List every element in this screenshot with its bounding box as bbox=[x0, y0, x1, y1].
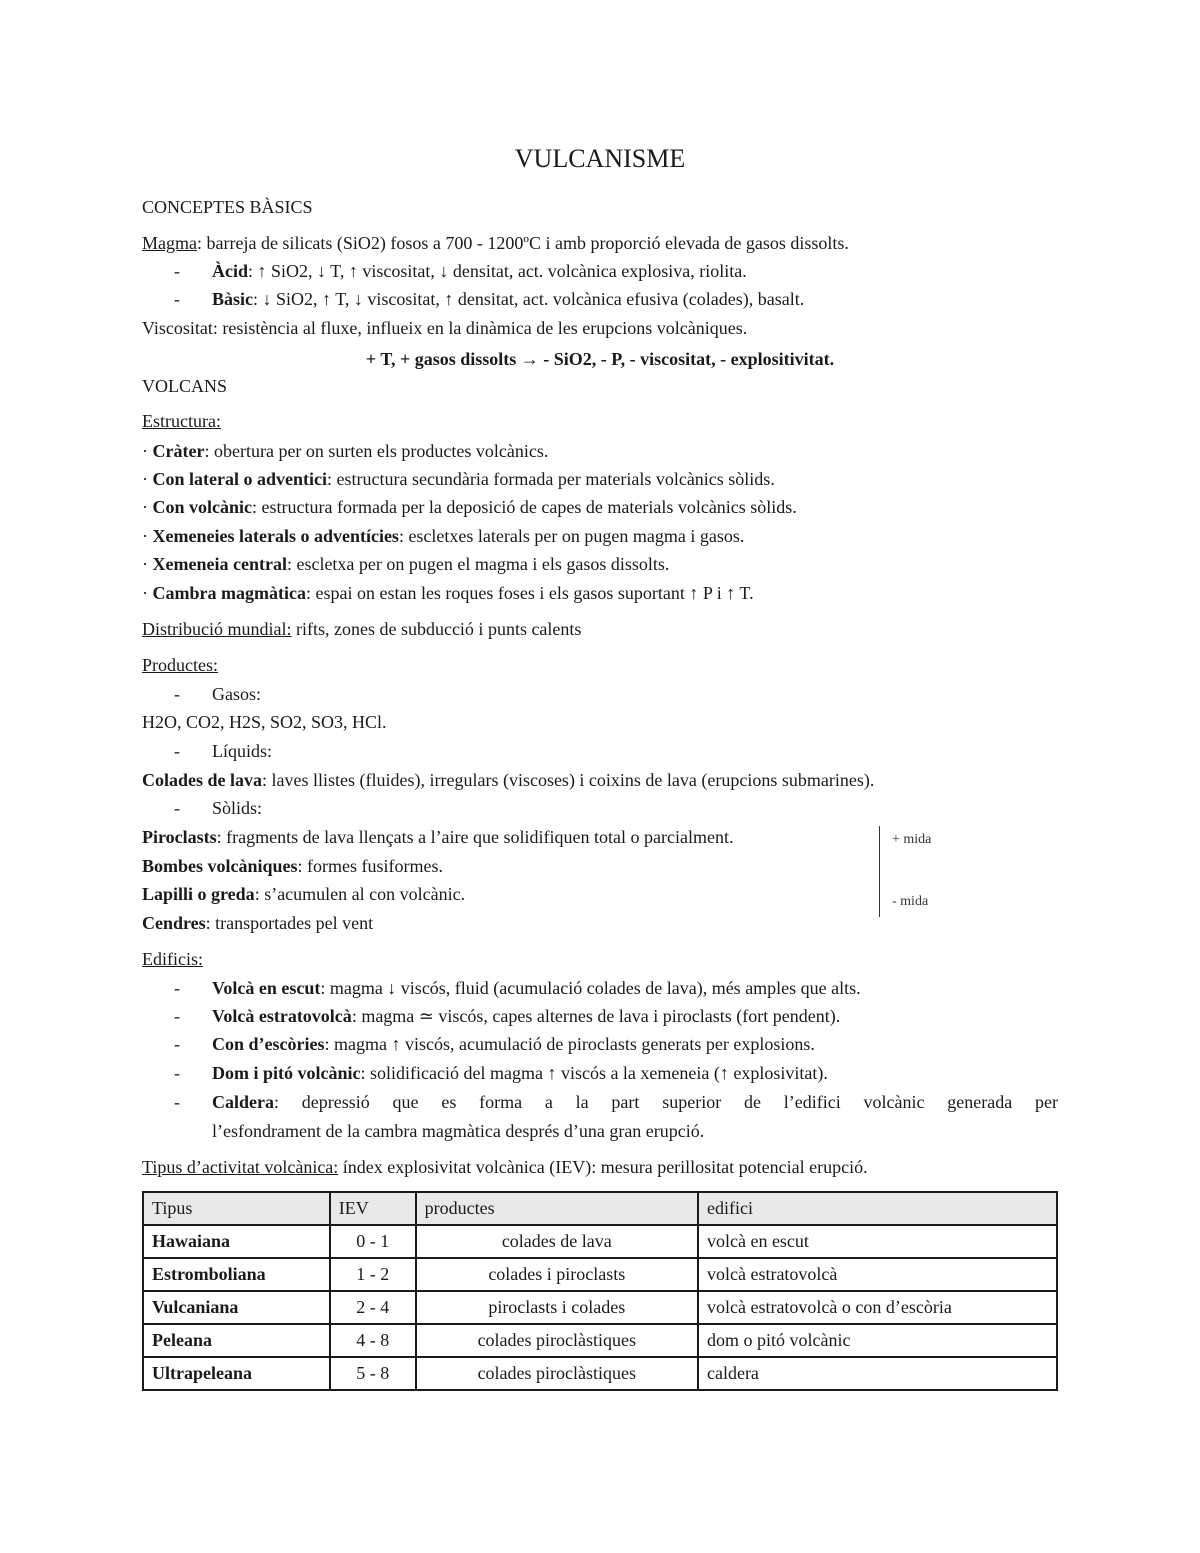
dash-marker: - bbox=[174, 1063, 180, 1083]
section-heading-conceptes: CONCEPTES BÀSICS bbox=[142, 197, 313, 217]
table-cell: volcà estratovolcà o con d’escòria bbox=[698, 1291, 1057, 1324]
solids-item: Cendres: transportades pel vent bbox=[142, 913, 374, 933]
acid-term: Àcid bbox=[212, 261, 248, 281]
table-cell: dom o pitó volcànic bbox=[698, 1324, 1057, 1357]
edifici-item: Dom i pitó volcànic: solidificació del magma ↑ viscós a la xemeneia (↑ explosivitat). bbox=[212, 1063, 828, 1083]
magma-term: Magma bbox=[142, 233, 197, 253]
table-cell: 4 - 8 bbox=[330, 1324, 416, 1357]
table-header-cell: Tipus bbox=[143, 1192, 330, 1225]
dash-marker: - bbox=[174, 741, 180, 761]
table-cell: piroclasts i colades bbox=[416, 1291, 698, 1324]
gasos-list: H2O, CO2, H2S, SO2, SO3, HCl. bbox=[142, 712, 387, 732]
size-note-bottom: - mida bbox=[892, 894, 929, 909]
table-cell: Hawaiana bbox=[143, 1225, 330, 1258]
estructura-item: · Cambra magmàtica: espai on estan les roques foses i els gasos suportant ↑ P i ↑ T. bbox=[142, 583, 754, 603]
table-cell: colades piroclàstiques bbox=[416, 1324, 698, 1357]
table-row bbox=[143, 1291, 1057, 1324]
colades-term: Colades de lava bbox=[142, 770, 263, 790]
table-cell: colades piroclàstiques bbox=[416, 1357, 698, 1390]
distribucio-label: Distribució mundial: bbox=[142, 619, 292, 639]
table-cell: Peleana bbox=[143, 1324, 330, 1357]
acid-line bbox=[212, 260, 747, 282]
dash-marker: - bbox=[174, 1006, 180, 1026]
size-scale-line bbox=[879, 826, 880, 917]
activity-table bbox=[142, 1191, 1058, 1391]
solids-item: Piroclasts: fragments de lava llençats a l’aire que solidifiquen total o parcialment. bbox=[142, 827, 734, 847]
section-heading-volcans: VOLCANS bbox=[142, 376, 228, 396]
caldera-continuation: l’esfondrament de la cambra magmàtica després d’una gran erupció. bbox=[212, 1121, 705, 1141]
estructura-item: · Cràter: obertura per on surten els productes volcànics. bbox=[142, 441, 549, 461]
table-cell: Ultrapeleana bbox=[143, 1357, 330, 1390]
table-cell: colades de lava bbox=[416, 1225, 698, 1258]
solids-label: Sòlids: bbox=[212, 798, 263, 818]
solids-item: Bombes volcàniques: formes fusiformes. bbox=[142, 856, 443, 876]
table-row bbox=[143, 1258, 1057, 1291]
page-title: VULCANISME bbox=[514, 144, 686, 173]
table-header-cell: edifici bbox=[698, 1192, 1057, 1225]
edificis-heading: Edificis: bbox=[142, 949, 203, 969]
edifici-item: Caldera: depressió que es forma a la part superior de l’edifici volcànic generada per bbox=[212, 1092, 1058, 1112]
edifici-item: Volcà en escut: magma ↓ viscós, fluid (acumulació colades de lava), més amples que alts. bbox=[212, 978, 861, 998]
table-cell: 5 - 8 bbox=[330, 1357, 416, 1390]
table-cell: Estromboliana bbox=[143, 1258, 330, 1291]
table-cell: caldera bbox=[698, 1357, 1057, 1390]
dash-marker: - bbox=[174, 1034, 180, 1054]
distribucio-text: rifts, zones de subducció i punts calents bbox=[291, 619, 582, 639]
table-row bbox=[143, 1225, 1057, 1258]
estructura-item: · Xemeneies laterals o adventícies: escletxes laterals per on pugen magma i gasos. bbox=[142, 526, 745, 546]
dash-marker: - bbox=[174, 261, 180, 281]
edifici-item: Volcà estratovolcà: magma ≃ viscós, capes alternes de lava i piroclasts (fort pendent). bbox=[212, 1006, 841, 1026]
table-cell: volcà estratovolcà bbox=[698, 1258, 1057, 1291]
basic-term: Bàsic bbox=[212, 289, 254, 309]
liquids-label: Líquids: bbox=[212, 741, 273, 761]
table-cell: volcà en escut bbox=[698, 1225, 1057, 1258]
table-header-cell: productes bbox=[416, 1192, 698, 1225]
colades-def: : laves llistes (fluides), irregulars (viscoses) i coixins de lava (erupcions submarines). bbox=[262, 770, 875, 790]
tipus-label: Tipus d’activitat volcànica: bbox=[142, 1157, 339, 1177]
edifici-item: Con d’escòries: magma ↑ viscós, acumulació de piroclasts generats per explosions. bbox=[212, 1034, 815, 1054]
dash-marker: - bbox=[174, 289, 180, 309]
table-header-cell: IEV bbox=[330, 1192, 416, 1225]
dash-marker: - bbox=[174, 1092, 180, 1112]
table-row bbox=[143, 1357, 1057, 1390]
formula-line: + T, + gasos dissolts → - SiO2, - P, - viscositat, - explositivitat. bbox=[365, 349, 835, 369]
estructura-item: · Con volcànic: estructura formada per la deposició de capes de materials volcànics sòlids. bbox=[142, 497, 797, 517]
productes-heading: Productes: bbox=[142, 655, 218, 675]
basic-def: : ↓ SiO2, ↑ T, ↓ viscositat, ↑ densitat, act. volcànica efusiva (colades), basalt. bbox=[253, 289, 805, 309]
table-cell: 1 - 2 bbox=[330, 1258, 416, 1291]
dash-marker: - bbox=[174, 978, 180, 998]
acid-def: : ↑ SiO2, ↓ T, ↑ viscositat, ↓ densitat, act. volcànica explosiva, riolita. bbox=[248, 261, 747, 281]
gasos-label: Gasos: bbox=[212, 684, 261, 704]
table-cell: colades i piroclasts bbox=[416, 1258, 698, 1291]
table-cell: 2 - 4 bbox=[330, 1291, 416, 1324]
viscositat-line: Viscositat: resistència al fluxe, influeix en la dinàmica de les erupcions volcàniques. bbox=[142, 318, 748, 338]
tipus-text: índex explosivitat volcànica (IEV): mesura perillositat potencial erupció. bbox=[338, 1157, 868, 1177]
distribucio-line bbox=[142, 618, 581, 640]
size-note-top: + mida bbox=[892, 832, 932, 847]
solids-item: Lapilli o greda: s’acumulen al con volcànic. bbox=[142, 884, 466, 904]
dash-marker: - bbox=[174, 798, 180, 818]
tipus-line bbox=[142, 1156, 868, 1178]
table-cell: 0 - 1 bbox=[330, 1225, 416, 1258]
table-cell: Vulcaniana bbox=[143, 1291, 330, 1324]
estructura-item: · Xemeneia central: escletxa per on pugen el magma i els gasos dissolts. bbox=[142, 554, 670, 574]
magma-def: : barreja de silicats (SiO2) fosos a 700 - 1200ºC i amb proporció elevada de gasos dissolts. bbox=[196, 233, 849, 253]
colades-line bbox=[142, 769, 874, 791]
table-row bbox=[143, 1324, 1057, 1357]
estructura-item: · Con lateral o adventici: estructura secundària formada per materials volcànics sòlids. bbox=[142, 469, 775, 489]
basic-line bbox=[212, 288, 804, 310]
magma-line bbox=[142, 232, 849, 254]
dash-marker: - bbox=[174, 684, 180, 704]
table-header-row bbox=[143, 1192, 1057, 1225]
estructura-heading: Estructura: bbox=[142, 411, 221, 431]
